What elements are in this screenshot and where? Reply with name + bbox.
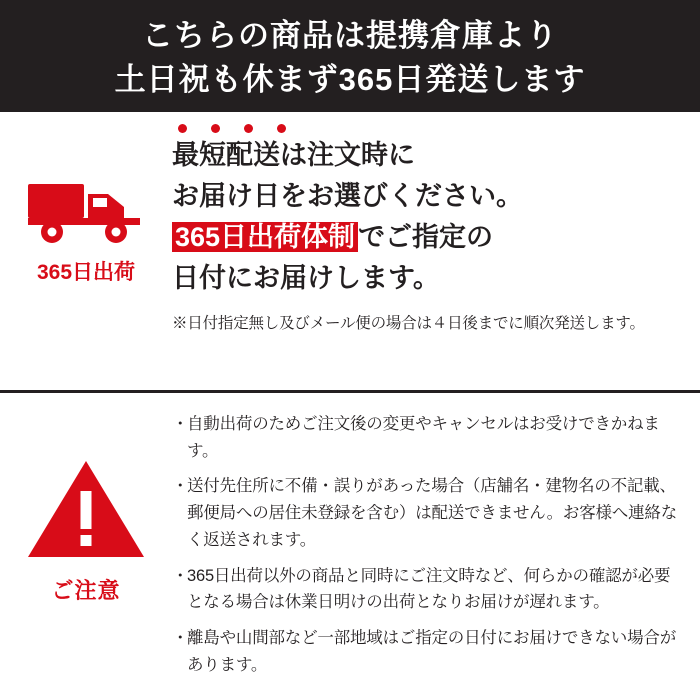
dot-icon — [277, 124, 286, 133]
header-line-2: 土日祝も休まず365日発送します — [114, 62, 586, 97]
warning-triangle-icon — [26, 457, 146, 566]
list-item-text: 365日出荷以外の商品と同時にご注文時など、何らかの確認が必要となる場合は休業日明けの出荷となりお届けが遅れます。 — [187, 566, 671, 612]
list-item — [172, 411, 684, 464]
delivery-line-1: 最短配送は注文時に — [172, 140, 415, 170]
dot-icon — [178, 124, 187, 133]
bullet: ・ — [172, 629, 189, 648]
delivery-section — [0, 112, 700, 393]
delivery-truck-icon — [26, 170, 146, 246]
list-item-text: 送付先住所に不備・誤りがあった場合（店舗名・建物名の不記載、郵便局への居住未登録を含む）は配送できません。お客様へ連絡なく返送されます。 — [187, 477, 677, 549]
delivery-highlight: 365日出荷体制 — [172, 222, 358, 252]
dot-icon — [244, 124, 253, 133]
bullet: ・ — [172, 566, 189, 585]
caution-section — [0, 393, 700, 697]
delivery-line-3 — [172, 217, 688, 258]
delivery-line-3-rest: でご指定の — [358, 222, 494, 253]
list-item — [172, 625, 684, 678]
bullet: ・ — [172, 415, 189, 433]
dot-icon — [211, 124, 220, 133]
list-item-text: 自動出荷のためご注文後の変更やキャンセルはお受けできかねます。 — [187, 415, 660, 460]
banner-header — [0, 0, 700, 112]
caution-list — [172, 405, 700, 697]
delivery-note: ※日付指定無し及びメール便の場合は４日後までに順次発送します。 — [172, 315, 645, 333]
truck-label: 365日出荷 — [36, 261, 136, 284]
list-item — [172, 473, 684, 553]
delivery-text — [172, 122, 700, 390]
bullet: ・ — [172, 477, 189, 496]
caution-label: ご注意 — [51, 578, 121, 603]
list-item-text: 離島や山間部など一部地域はご指定の日付にお届けできない場合があります。 — [187, 629, 677, 674]
truck-column — [0, 122, 172, 390]
list-item — [172, 563, 684, 616]
decorative-dots — [178, 124, 688, 133]
delivery-line-4: 日付にお届けします。 — [172, 263, 440, 294]
delivery-line-2: お届け日をお選びください。 — [172, 181, 523, 212]
caution-icon-column — [0, 405, 172, 697]
header-line-1: こちらの商品は提携倉庫より — [142, 17, 558, 53]
